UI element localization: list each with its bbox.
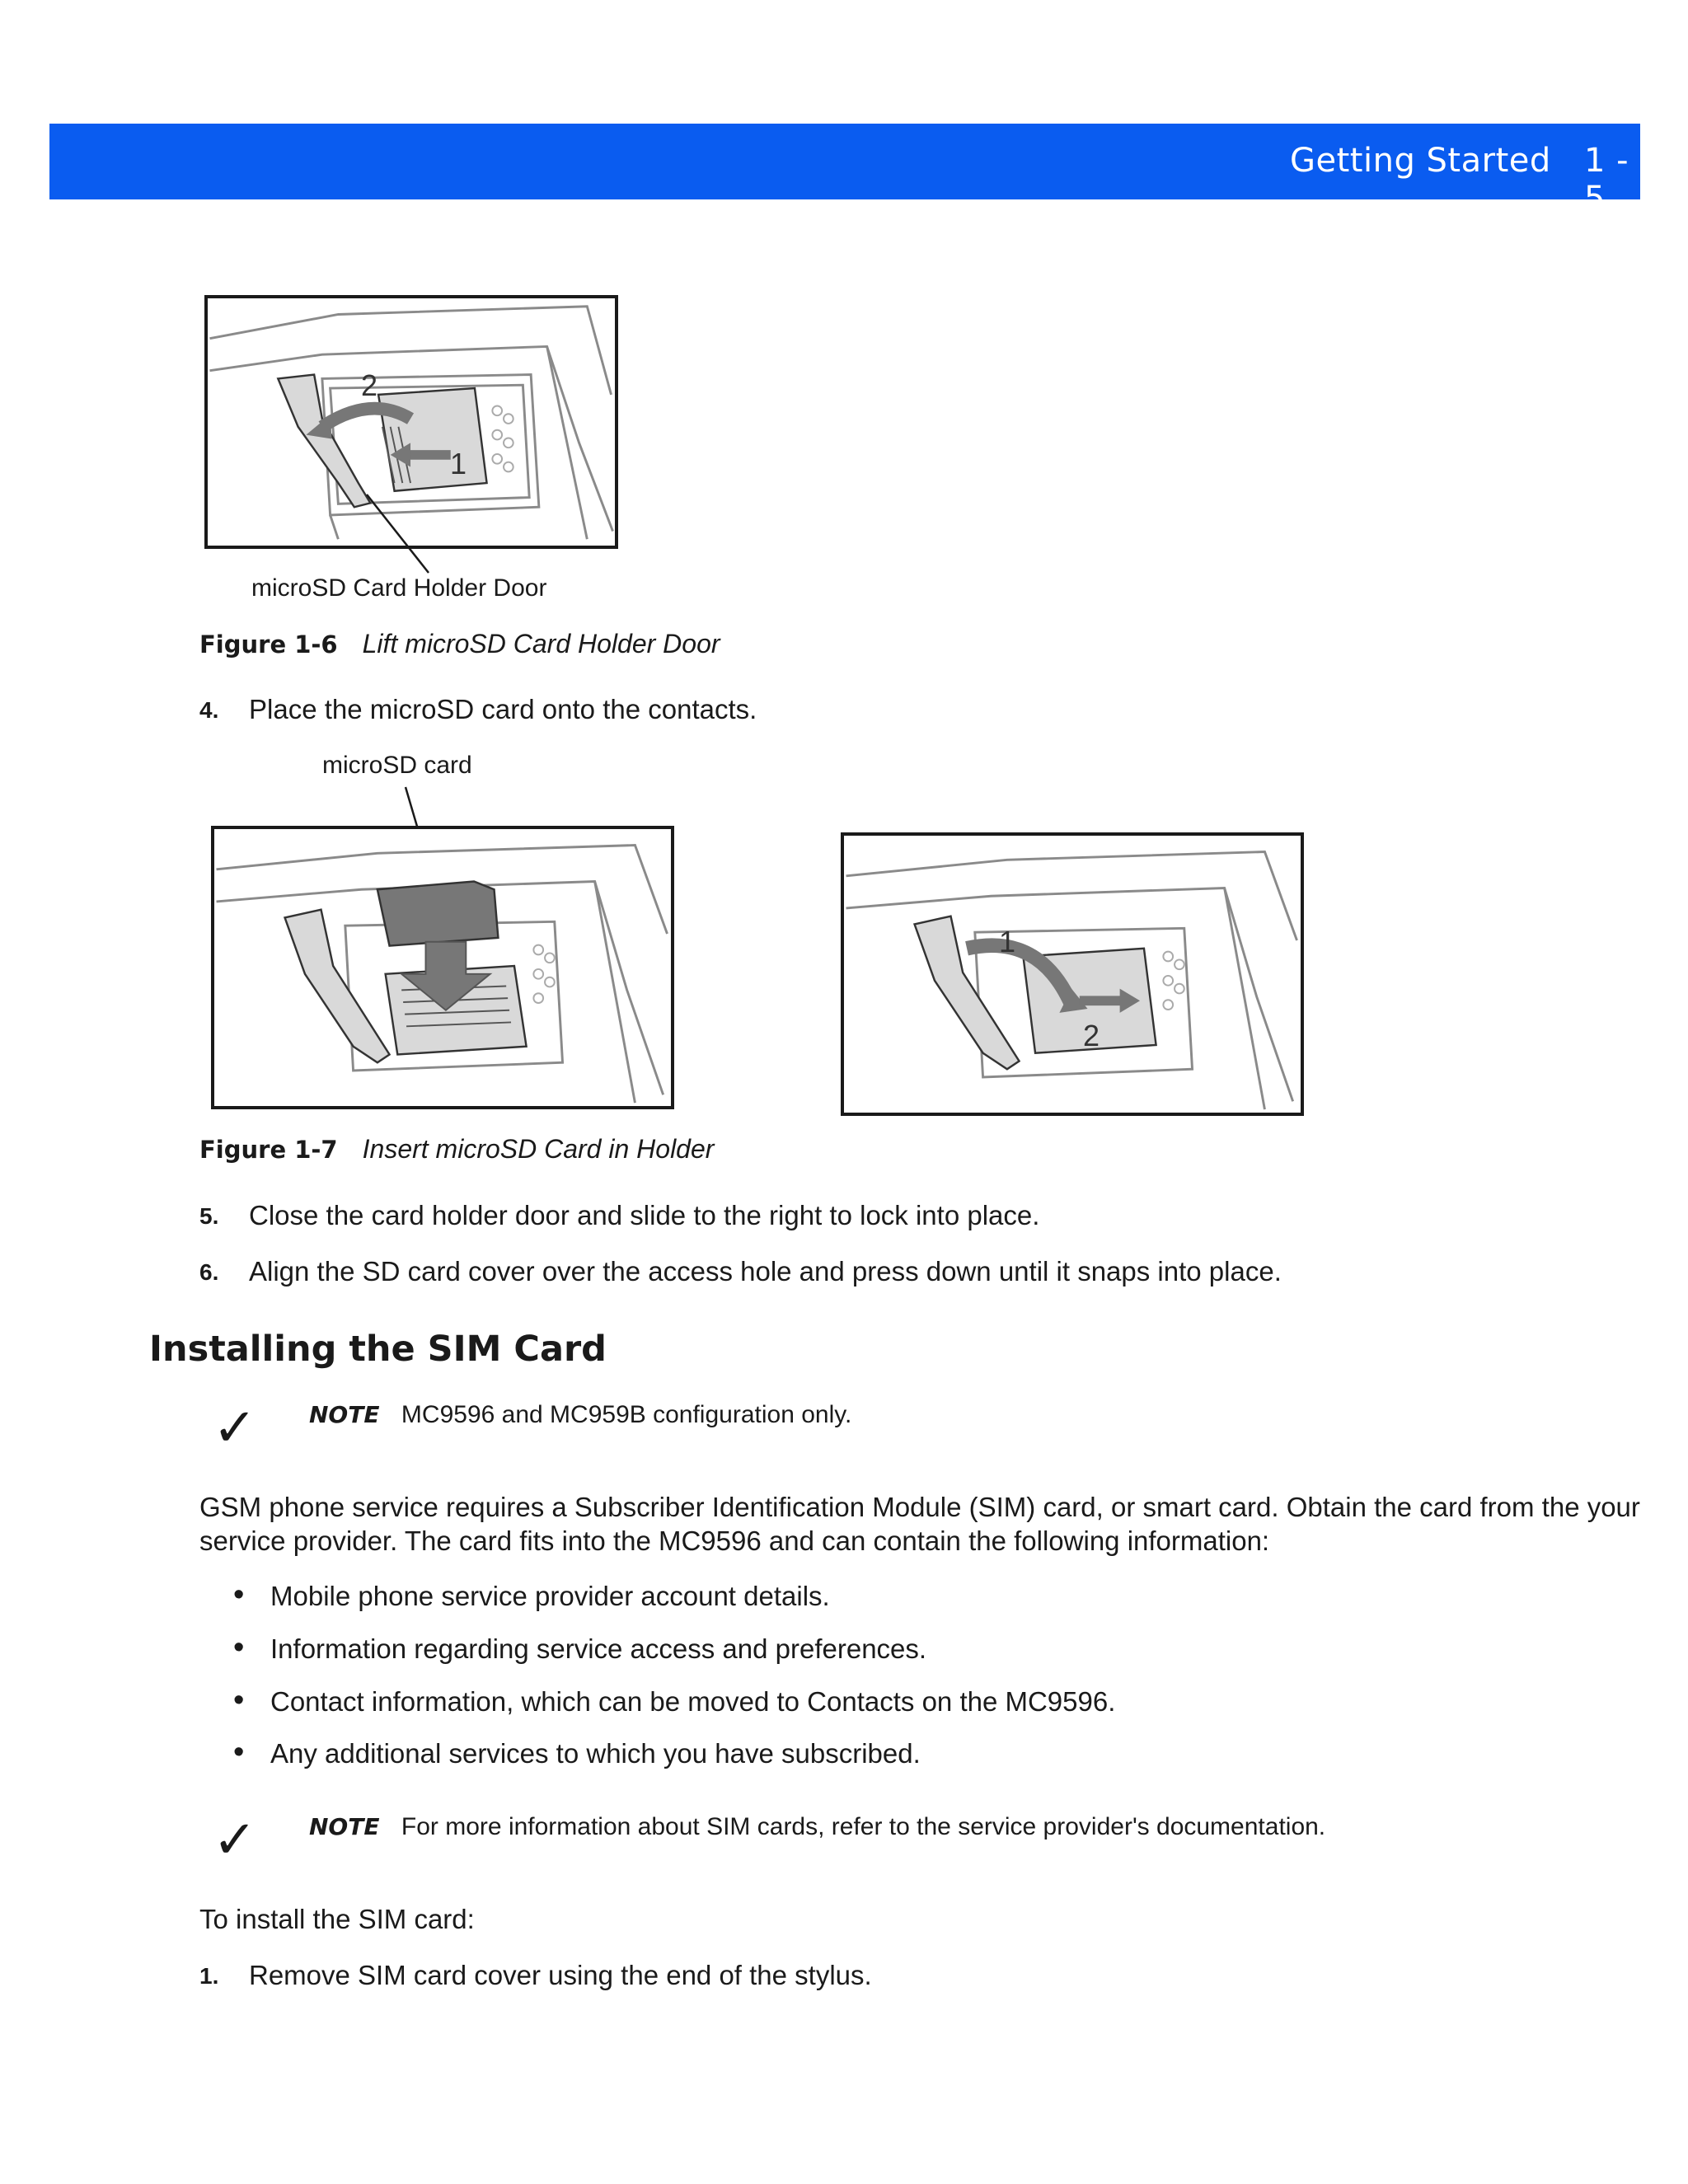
note-text: MC9596 and MC959B configuration only. xyxy=(401,1401,852,1428)
step-text: Align the SD card cover over the access hole and press down until it snaps into place. xyxy=(249,1256,1282,1286)
callout-microsd-holder-door: microSD Card Holder Door xyxy=(251,574,547,602)
step-text: Place the microSD card onto the contacts. xyxy=(249,694,757,724)
card-placement-drawing xyxy=(214,829,671,1106)
step-number: 6. xyxy=(199,1259,219,1285)
figure-1-7-right-illustration xyxy=(841,832,1304,1116)
figure-1-7-caption xyxy=(199,1134,714,1165)
checkmark-icon: ✓ xyxy=(213,1398,257,1457)
card-holder-door-lift-drawing xyxy=(208,298,615,546)
step-number: 4. xyxy=(199,697,219,723)
header-section-title: Getting Started xyxy=(1290,142,1551,180)
bullet-icon: • xyxy=(233,1683,245,1718)
note-text: For more information about SIM cards, refer to the service provider's documentation. xyxy=(401,1813,1326,1840)
step-text: Remove SIM card cover using the end of the stylus. xyxy=(249,1960,872,1990)
list-item-text: Contact information, which can be moved to Contacts on the MC9596. xyxy=(270,1686,1116,1717)
bullet-icon: • xyxy=(233,1577,245,1612)
callout-microsd-card: microSD card xyxy=(322,752,472,779)
figure-number: Figure 1-6 xyxy=(199,630,338,658)
bullet-icon: • xyxy=(233,1735,245,1769)
step-number: 5. xyxy=(199,1203,219,1229)
note-label: NOTE xyxy=(309,1401,380,1428)
figure-1-6-illustration xyxy=(204,295,618,549)
note-label: NOTE xyxy=(309,1813,380,1840)
step-marker-2: 2 xyxy=(361,368,378,402)
note-block xyxy=(309,1401,851,1429)
figure-title: Insert microSD Card in Holder xyxy=(362,1134,715,1164)
figure-number: Figure 1-7 xyxy=(199,1136,338,1164)
checkmark-icon: ✓ xyxy=(213,1810,257,1869)
page-header-bar xyxy=(49,124,1640,218)
door-close-slide-drawing xyxy=(844,836,1301,1113)
list-item-text: Any additional services to which you have subscribed. xyxy=(270,1738,921,1769)
list-item-text: Information regarding service access and preferences. xyxy=(270,1633,927,1664)
note-block xyxy=(309,1813,1325,1841)
intro-paragraph: GSM phone service requires a Subscriber Identification Module (SIM) card, or smart card. Obtain the card from the your service provider. The card fits into the MC9596 and can contain the following information: xyxy=(199,1492,1640,1556)
figure-1-7-left-illustration xyxy=(211,826,674,1109)
step-marker-2: 2 xyxy=(1083,1019,1100,1052)
step-number: 1. xyxy=(199,1963,219,1989)
install-intro: To install the SIM card: xyxy=(199,1904,475,1934)
step-marker-1: 1 xyxy=(450,447,467,480)
figure-1-6-caption xyxy=(199,629,720,659)
step-marker-1: 1 xyxy=(999,925,1016,958)
figure-title: Lift microSD Card Holder Door xyxy=(362,629,720,658)
step-text: Close the card holder door and slide to the right to lock into place. xyxy=(249,1200,1040,1230)
bullet-icon: • xyxy=(233,1630,245,1665)
section-heading: Installing the SIM Card xyxy=(149,1329,607,1370)
header-page-number: 1 - 5 xyxy=(1584,142,1629,218)
list-item-text: Mobile phone service provider account details. xyxy=(270,1581,830,1611)
